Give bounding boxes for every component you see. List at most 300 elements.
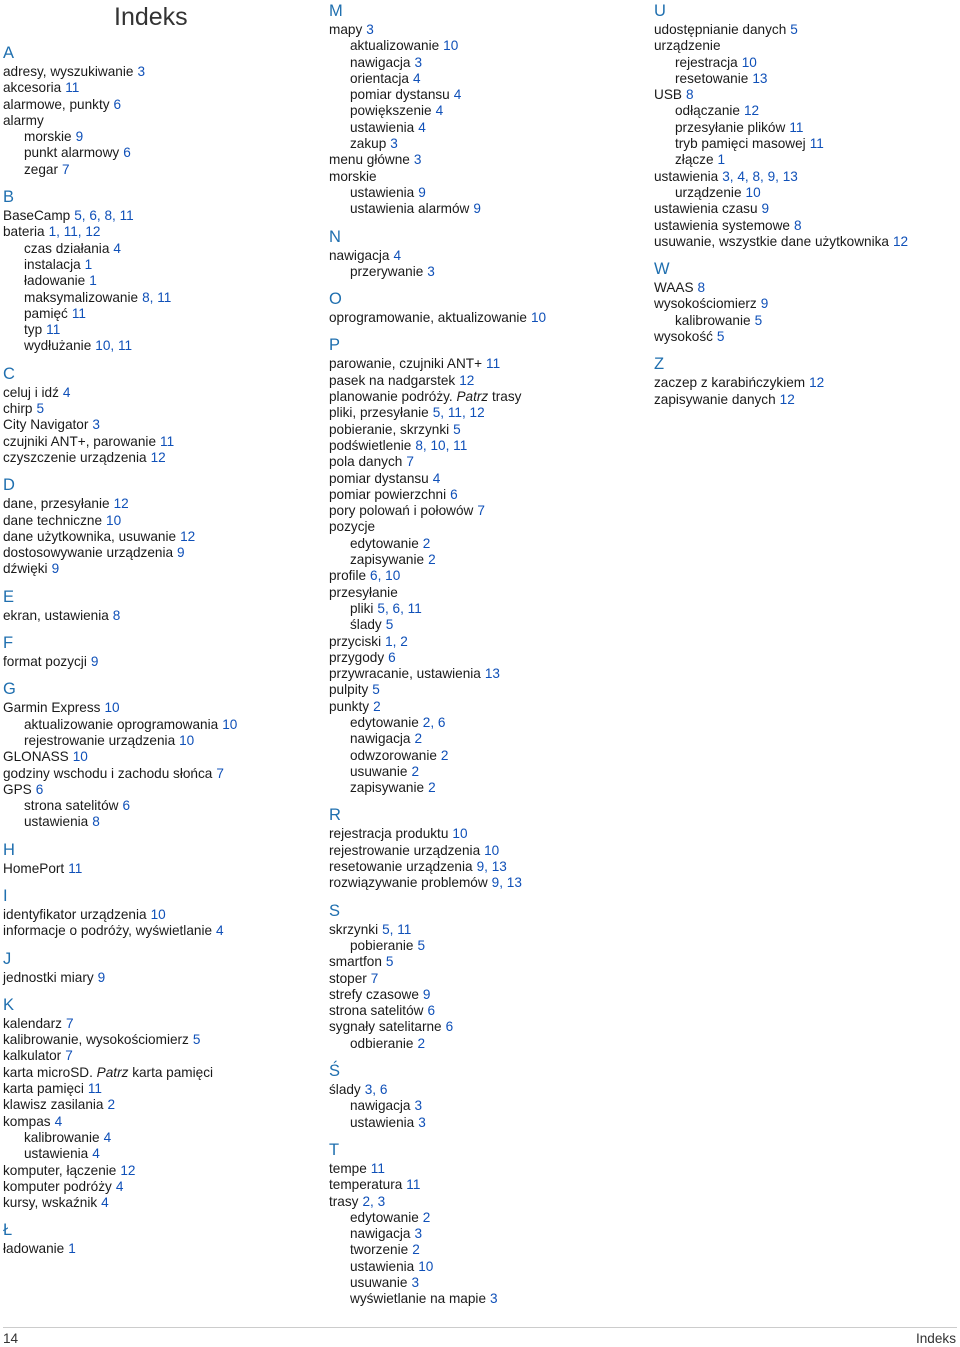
index-entry: [329, 373, 647, 389]
index-subentry: [329, 103, 647, 119]
page-link[interactable]: 2: [428, 780, 436, 796]
entry-term: tempe: [329, 1160, 367, 1176]
entry-term: zakup: [350, 136, 387, 152]
index-entry: [3, 782, 318, 798]
page-link[interactable]: 2: [422, 535, 431, 551]
entry-term: karta microSD.: [3, 1064, 93, 1080]
page-link[interactable]: 5, 11, 12: [432, 405, 485, 421]
index-entry: [329, 487, 647, 503]
index-entry: [3, 608, 318, 624]
entry-term: edytowanie: [350, 1209, 419, 1225]
index-subentry: [329, 601, 647, 617]
index-subentry: [329, 1291, 647, 1307]
page-link[interactable]: 9, 13: [476, 859, 507, 875]
entry-term: HomePort: [3, 860, 65, 876]
index-entry: [329, 699, 647, 715]
page-link[interactable]: 11: [65, 80, 80, 96]
page-link[interactable]: 1, 2: [385, 633, 408, 649]
page-link[interactable]: 10: [150, 906, 166, 922]
section-letter: D: [3, 476, 15, 495]
page-link[interactable]: 3: [413, 152, 422, 168]
index-column-3: [654, 2, 958, 408]
section-letter: R: [329, 806, 341, 825]
index-subentry: [329, 136, 647, 152]
entry-term: alarmowe, punkty: [3, 96, 110, 112]
index-entry: [329, 438, 647, 454]
entry-term: maksymalizowanie: [24, 289, 139, 305]
page-link[interactable]: 4: [54, 1113, 63, 1129]
page-link[interactable]: 4: [62, 384, 71, 400]
entry-term: udostępnianie danych: [654, 22, 787, 37]
page-link[interactable]: 3: [427, 263, 435, 279]
page-link[interactable]: 6: [113, 96, 122, 112]
page-link[interactable]: 5: [36, 401, 45, 417]
section-letter: M: [329, 2, 343, 20]
page-link[interactable]: 6: [427, 1003, 436, 1019]
entry-term: rozwiązywanie problemów: [329, 875, 488, 891]
page-link[interactable]: 9: [75, 129, 84, 145]
index-subentry: [329, 185, 647, 201]
entry-term: mapy: [329, 22, 363, 37]
page-link[interactable]: 9: [761, 201, 770, 217]
entry-term: wydłużanie: [24, 338, 92, 354]
index-subentry: [329, 731, 647, 747]
entry-term: przywracanie, ustawienia: [329, 666, 481, 682]
index-section: [3, 634, 318, 670]
page-link[interactable]: 13: [752, 70, 768, 86]
index-entry: [654, 201, 958, 217]
section-letter: K: [3, 995, 15, 1014]
page-link[interactable]: 4: [216, 923, 224, 939]
entry-term: kompas: [3, 1113, 51, 1129]
index-section: [3, 44, 318, 178]
page-link[interactable]: 4: [432, 470, 441, 486]
page-link[interactable]: 10: [443, 38, 459, 54]
page-link[interactable]: 6: [450, 486, 458, 502]
index-subentry: [329, 264, 647, 280]
page-link[interactable]: 2: [373, 698, 381, 714]
page-link[interactable]: 10: [179, 732, 195, 748]
page-link[interactable]: 11: [87, 1081, 102, 1097]
page-link[interactable]: 5: [790, 22, 798, 37]
page-link[interactable]: 2: [107, 1097, 116, 1113]
page-link[interactable]: 12: [779, 391, 795, 407]
index-entry: [329, 875, 647, 891]
entry-term: odbieranie: [350, 1035, 414, 1051]
entry-term: profile: [329, 568, 367, 584]
index-entry: [3, 385, 318, 401]
entry-term: ślady: [350, 617, 382, 633]
entry-term: nawigacja: [329, 247, 390, 263]
see-target[interactable]: trasy: [491, 389, 522, 405]
index-entry: [3, 450, 318, 466]
page-link[interactable]: 5: [754, 312, 763, 328]
page-link[interactable]: 5: [372, 682, 380, 698]
entry-term: ustawienia: [350, 1258, 415, 1274]
entry-term: zapisywanie: [350, 780, 425, 796]
page-link[interactable]: 2: [411, 763, 419, 779]
entry-term: ustawienia alarmów: [350, 201, 470, 217]
page-link[interactable]: 7: [62, 161, 70, 177]
index-section: [3, 887, 318, 940]
page-link[interactable]: 4: [418, 119, 426, 135]
entry-term: skrzynki: [329, 921, 379, 937]
page-link[interactable]: 5: [192, 1032, 201, 1048]
index-section: [3, 996, 318, 1212]
index-entry: [3, 766, 318, 782]
entry-term: powiększenie: [350, 103, 432, 119]
page-link[interactable]: 2, 3: [362, 1193, 386, 1209]
page-link[interactable]: 7: [65, 1015, 74, 1031]
index-entry: [329, 971, 647, 987]
index-entry: [3, 208, 318, 224]
page-link[interactable]: 1: [717, 152, 726, 168]
entry-term: kalibrowanie: [675, 312, 751, 328]
entry-term: resetowanie urządzenia: [329, 859, 473, 875]
entry-term: parowanie, czujniki ANT+: [329, 356, 483, 372]
entry-term: ładowanie: [3, 1241, 65, 1257]
index-entry: [654, 218, 958, 234]
index-section: [3, 476, 318, 577]
entry-term: dostosowywanie urządzenia: [3, 545, 174, 561]
index-subentry: [3, 306, 318, 322]
page-link[interactable]: 4: [435, 103, 444, 119]
entry-term: pozycje: [329, 519, 376, 535]
page-link[interactable]: 4: [412, 70, 421, 86]
index-entry: [654, 38, 958, 54]
index-subentry: [329, 1226, 647, 1242]
section-letter: B: [3, 188, 15, 207]
index-section: [3, 841, 318, 877]
page-link[interactable]: 9: [177, 545, 185, 561]
page-link[interactable]: 11: [68, 860, 83, 876]
entry-term: sygnały satelitarne: [329, 1019, 442, 1035]
index-entry: [329, 169, 647, 185]
entry-term: usuwanie: [350, 1275, 408, 1290]
entry-term: celuj i idź: [3, 384, 59, 400]
page-link[interactable]: 12: [120, 1162, 136, 1178]
page-link[interactable]: 3: [418, 1114, 426, 1130]
page-link[interactable]: 1: [89, 273, 97, 289]
entry-term: resetowanie: [675, 70, 749, 86]
index-entry: [654, 169, 958, 185]
index-entry: [329, 826, 647, 842]
page-link[interactable]: 12: [180, 528, 196, 544]
entry-term: pasek na nadgarstek: [329, 372, 456, 388]
page-link[interactable]: 10: [741, 54, 757, 70]
page-link[interactable]: 11: [789, 119, 804, 135]
page-link[interactable]: 11: [809, 136, 824, 152]
page-link[interactable]: 5, 11: [382, 921, 412, 937]
entry-term: ustawienia: [24, 1146, 89, 1162]
entry-term: alarmy: [3, 112, 44, 128]
page-link[interactable]: 9: [473, 201, 481, 217]
page-link[interactable]: 4: [113, 240, 121, 256]
entry-term: punkty: [329, 698, 370, 714]
page-link[interactable]: 9, 13: [491, 875, 522, 891]
index-subentry: [329, 1098, 647, 1114]
index-entry: [654, 375, 958, 391]
page-link[interactable]: 5: [385, 954, 394, 970]
entry-term: informacje o podróży, wyświetlanie: [3, 923, 213, 939]
page-link[interactable]: 2: [428, 552, 436, 568]
page-link[interactable]: 11: [486, 356, 501, 372]
entry-term: aktualizowanie oprogramowania: [24, 716, 219, 732]
index-entry: [3, 1195, 318, 1211]
entry-term: strona satelitów: [24, 798, 119, 814]
page-link[interactable]: 7: [216, 765, 224, 781]
section-letter: Z: [654, 355, 665, 374]
section-letter: I: [3, 886, 8, 905]
entry-term: pory polowań i połowów: [329, 503, 474, 519]
index-entry: [329, 666, 647, 682]
page-link[interactable]: 3: [414, 54, 423, 70]
page-link[interactable]: 10: [418, 1258, 434, 1274]
page-link[interactable]: 8: [112, 607, 121, 623]
page-link[interactable]: 3: [137, 64, 146, 79]
page-link[interactable]: 7: [65, 1048, 73, 1064]
page-link[interactable]: 9: [422, 986, 431, 1002]
entry-term: pomiar powierzchni: [329, 486, 447, 502]
page-link[interactable]: 10: [222, 716, 238, 732]
entry-term: przesyłanie: [329, 584, 398, 600]
entry-term: złącze: [675, 152, 714, 168]
page-link[interactable]: 8: [685, 87, 694, 103]
index-entry: [3, 80, 318, 96]
section-letter: G: [3, 680, 16, 699]
entry-term: GPS: [3, 781, 32, 797]
page-link[interactable]: 8, 11: [142, 289, 172, 305]
page-link[interactable]: 5, 6, 8, 11: [74, 208, 134, 224]
index-section: [329, 902, 647, 1052]
page-link[interactable]: 4: [393, 247, 402, 263]
entry-term: zapisywanie danych: [654, 391, 776, 407]
page-link[interactable]: 5: [385, 617, 394, 633]
page-link[interactable]: 4: [92, 1146, 100, 1162]
page-link[interactable]: 6: [388, 649, 396, 665]
entry-term: ładowanie: [24, 273, 86, 289]
index-entry: [329, 1177, 647, 1193]
page-link[interactable]: 1: [68, 1241, 76, 1257]
section-letter: S: [329, 901, 341, 920]
page-link[interactable]: 3: [490, 1291, 498, 1307]
page-link[interactable]: 9: [90, 654, 99, 670]
index-subentry: [654, 185, 958, 201]
page-link[interactable]: 10, 11: [95, 338, 133, 354]
page-link[interactable]: 8: [794, 217, 802, 233]
page-link[interactable]: 10: [484, 842, 500, 858]
page-link[interactable]: 7: [477, 503, 485, 519]
page-link[interactable]: 11: [370, 1160, 385, 1176]
page-link[interactable]: 6: [122, 798, 131, 814]
index-subentry: [329, 1242, 647, 1258]
entry-term: aktualizowanie: [350, 38, 440, 54]
page-link[interactable]: 8: [697, 280, 706, 296]
page-link[interactable]: 12: [744, 103, 760, 119]
index-entry: [3, 1081, 318, 1097]
page-link[interactable]: 6: [123, 145, 131, 161]
section-letter: Ś: [329, 1062, 341, 1081]
page-link[interactable]: 10: [72, 749, 88, 765]
entry-term: bateria: [3, 224, 45, 240]
entry-term: tworzenie: [350, 1242, 409, 1258]
page-link[interactable]: 11: [71, 305, 86, 321]
page-link[interactable]: 2: [440, 747, 449, 763]
entry-term: ekran, ustawienia: [3, 607, 109, 623]
index-subentry: [3, 257, 318, 273]
index-section: [329, 1062, 647, 1131]
page-link[interactable]: 12: [113, 496, 129, 512]
page-link[interactable]: 1, 11, 12: [48, 224, 101, 240]
footer-page-number: 14: [3, 1331, 19, 1346]
page-link[interactable]: 9: [51, 561, 60, 577]
entry-term: odłączanie: [675, 103, 740, 119]
index-section: [3, 1221, 318, 1257]
page-link[interactable]: 11: [406, 1177, 421, 1193]
entry-term: ustawienia: [654, 168, 719, 184]
page-link[interactable]: 12: [150, 449, 166, 465]
page-link[interactable]: 5: [716, 329, 725, 345]
index-subentry: [3, 129, 318, 145]
entry-term: pomiar dystansu: [350, 87, 450, 103]
page-link[interactable]: 6: [35, 781, 44, 797]
page-link[interactable]: 10: [530, 310, 547, 326]
entry-term: orientacja: [350, 70, 409, 86]
index-entry: [3, 401, 318, 417]
entry-term: ustawienia: [24, 814, 89, 830]
index-entry: [3, 513, 318, 529]
page-link[interactable]: 8: [92, 814, 100, 830]
entry-term: urządzenie: [654, 38, 721, 54]
index-subentry: [329, 87, 647, 103]
page-link[interactable]: 4: [453, 87, 462, 103]
entry-term: komputer podróży: [3, 1178, 112, 1194]
page-link[interactable]: 3: [366, 22, 374, 37]
page-link[interactable]: 9: [97, 969, 106, 985]
entry-term: pliki, przesyłanie: [329, 405, 429, 421]
index-column-2: [329, 2, 647, 1308]
index-subentry: [329, 536, 647, 552]
page-link[interactable]: 9: [760, 296, 769, 312]
entry-term: odwzorowanie: [350, 747, 437, 763]
page-link[interactable]: 13: [484, 666, 500, 682]
entry-term: kalkulator: [3, 1048, 62, 1064]
page-link[interactable]: 4: [101, 1195, 109, 1211]
entry-term: USB: [654, 87, 682, 103]
index-subentry: [329, 38, 647, 54]
page-link[interactable]: 10: [745, 184, 761, 200]
entry-term: czyszczenie urządzenia: [3, 449, 147, 465]
index-entry: [329, 859, 647, 875]
page-link[interactable]: 5: [453, 421, 461, 437]
index-subentry: [3, 798, 318, 814]
index-subentry: [329, 71, 647, 87]
see-reference: Patrz: [96, 1064, 129, 1080]
page-link[interactable]: 11: [160, 433, 175, 449]
page-link[interactable]: 3: [390, 136, 398, 152]
page-link[interactable]: 4: [103, 1129, 112, 1145]
page-link[interactable]: 11: [46, 322, 61, 338]
entry-term: ustawienia czasu: [654, 201, 758, 217]
entry-term: stoper: [329, 970, 367, 986]
page-link[interactable]: 10: [106, 512, 122, 528]
entry-term: akcesoria: [3, 80, 62, 96]
entry-term: wysokościomierz: [654, 296, 757, 312]
page-link[interactable]: 6, 10: [370, 568, 401, 584]
page-link[interactable]: 3: [92, 417, 100, 433]
entry-term: dźwięki: [3, 561, 48, 577]
page-link[interactable]: 5, 6, 11: [377, 600, 422, 616]
index-subentry: [329, 764, 647, 780]
page-link[interactable]: 3, 4, 8, 9, 13: [722, 168, 798, 184]
index-subentry: [3, 162, 318, 178]
page-link[interactable]: 12: [809, 375, 825, 391]
index-entry: [329, 389, 647, 405]
page-link[interactable]: 8, 10, 11: [415, 437, 468, 453]
index-entry: [329, 568, 647, 584]
page-link[interactable]: 3: [414, 1098, 423, 1114]
index-entry: [3, 923, 318, 939]
index-entry: [329, 519, 647, 535]
index-entry: [329, 1019, 647, 1035]
entry-term: GLONASS: [3, 749, 69, 765]
section-letter: E: [3, 587, 15, 606]
entry-term: pomiar dystansu: [329, 470, 429, 486]
index-entry: [329, 356, 647, 372]
index-subentry: [329, 1210, 647, 1226]
index-section: [3, 365, 318, 466]
page-link[interactable]: 3: [411, 1275, 419, 1290]
page-link[interactable]: 2, 6: [422, 714, 446, 730]
entry-term: czas działania: [24, 240, 110, 256]
index-entry: [3, 224, 318, 240]
page-link[interactable]: 9: [418, 184, 426, 200]
entry-term: dane techniczne: [3, 512, 103, 528]
page-link[interactable]: 3: [414, 1226, 423, 1242]
page-link[interactable]: 3, 6: [364, 1082, 388, 1098]
section-letter: T: [329, 1140, 340, 1159]
page-link[interactable]: 12: [892, 233, 909, 249]
page-link[interactable]: 7: [406, 454, 414, 470]
page-link[interactable]: 2: [414, 731, 423, 747]
page-link[interactable]: 10: [452, 826, 468, 842]
page-link[interactable]: 6: [445, 1019, 454, 1035]
entry-term: wysokość: [654, 329, 713, 345]
section-letter: C: [3, 364, 15, 383]
page-link[interactable]: 5: [417, 937, 426, 953]
page-link[interactable]: 2: [417, 1035, 426, 1051]
see-target[interactable]: karta pamięci: [132, 1064, 214, 1080]
index-subentry: [329, 715, 647, 731]
page-link[interactable]: 7: [370, 970, 379, 986]
index-column-1: [3, 44, 318, 1258]
page-link[interactable]: 10: [104, 700, 120, 716]
page-link[interactable]: 2: [412, 1242, 420, 1258]
entry-term: morskie: [329, 168, 377, 184]
entry-term: ustawienia systemowe: [654, 217, 790, 233]
section-letter: O: [329, 290, 342, 309]
index-entry: [654, 234, 958, 250]
page-title: Indeks: [114, 3, 188, 31]
page-link[interactable]: 12: [459, 372, 475, 388]
page-link[interactable]: 1: [84, 256, 93, 272]
page-link[interactable]: 4: [115, 1178, 124, 1194]
index-subentry: [3, 1146, 318, 1162]
index-subentry: [3, 814, 318, 830]
entry-term: usuwanie: [350, 763, 408, 779]
entry-term: typ: [24, 322, 43, 338]
page-link[interactable]: 2: [422, 1209, 431, 1225]
